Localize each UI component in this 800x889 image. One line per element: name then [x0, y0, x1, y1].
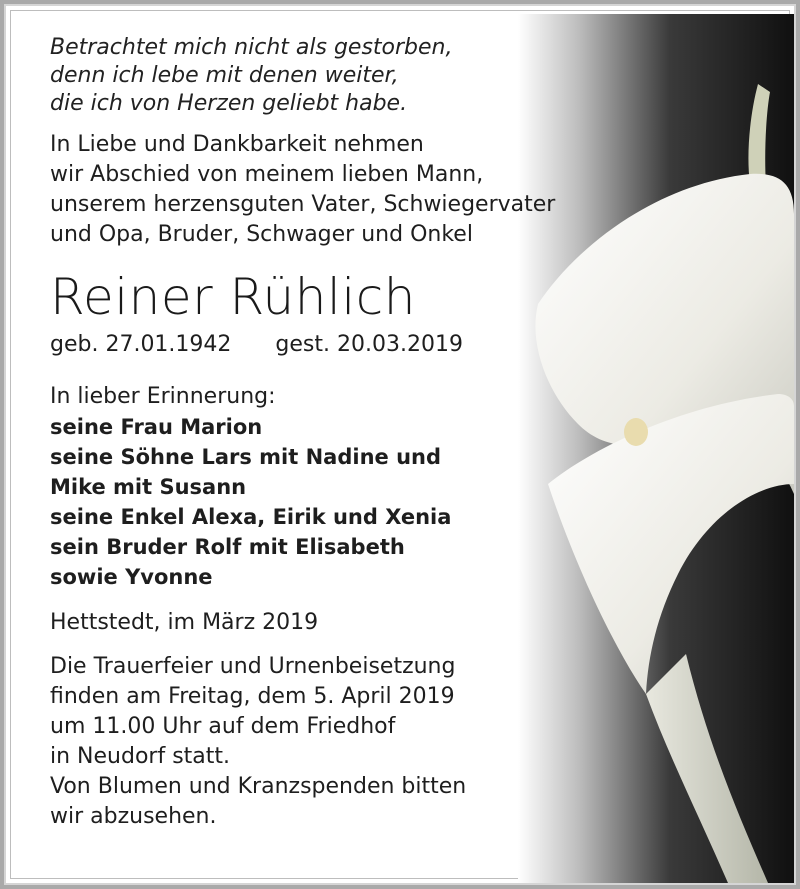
service-line: Von Blumen und Kranzspenden bitten [50, 774, 467, 799]
deceased-name: Reiner Rühlich [50, 268, 416, 326]
mourner-line: seine Söhne Lars mit Nadine und [50, 445, 442, 469]
service-line: wir abzusehen. [50, 804, 217, 829]
service-info [50, 652, 570, 832]
place-and-date: Hettstedt, im März 2019 [50, 610, 319, 635]
farewell-intro [50, 130, 570, 250]
mourner-line: sein Bruder Rolf mit Elisabeth [50, 535, 405, 559]
service-line: um 11.00 Uhr auf dem Friedhof [50, 714, 396, 739]
intro-line: In Liebe und Dankbarkeit nehmen [50, 132, 424, 157]
intro-line: und Opa, Bruder, Schwager und Onkel [50, 222, 473, 247]
service-line: finden am Freitag, dem 5. April 2019 [50, 684, 455, 709]
service-line: in Neudorf statt. [50, 744, 231, 769]
quote-line: denn ich lebe mit denen weiter, [50, 63, 399, 88]
life-dates [50, 330, 570, 360]
mourner-line: sowie Yvonne [50, 565, 213, 589]
obituary-text [50, 34, 570, 832]
death-date: gest. 20.03.2019 [275, 332, 463, 357]
mourners-list [50, 412, 570, 592]
mourner-line: seine Frau Marion [50, 415, 263, 439]
memorial-quote [50, 34, 570, 118]
mourner-line: seine Enkel Alexa, Eirik und Xenia [50, 505, 452, 529]
birth-date: geb. 27.01.1942 [50, 332, 232, 357]
intro-line: unserem herzensguten Vater, Schwiegervater [50, 192, 556, 217]
memory-label: In lieber Erinnerung: [50, 384, 276, 409]
quote-line: Betrachtet mich nicht als gestorben, [50, 35, 453, 60]
quote-line: die ich von Herzen geliebt habe. [50, 91, 408, 116]
mourner-line: Mike mit Susann [50, 475, 247, 499]
service-line: Die Trauerfeier und Urnenbeisetzung [50, 654, 456, 679]
intro-line: wir Abschied von meinem lieben Mann, [50, 162, 484, 187]
